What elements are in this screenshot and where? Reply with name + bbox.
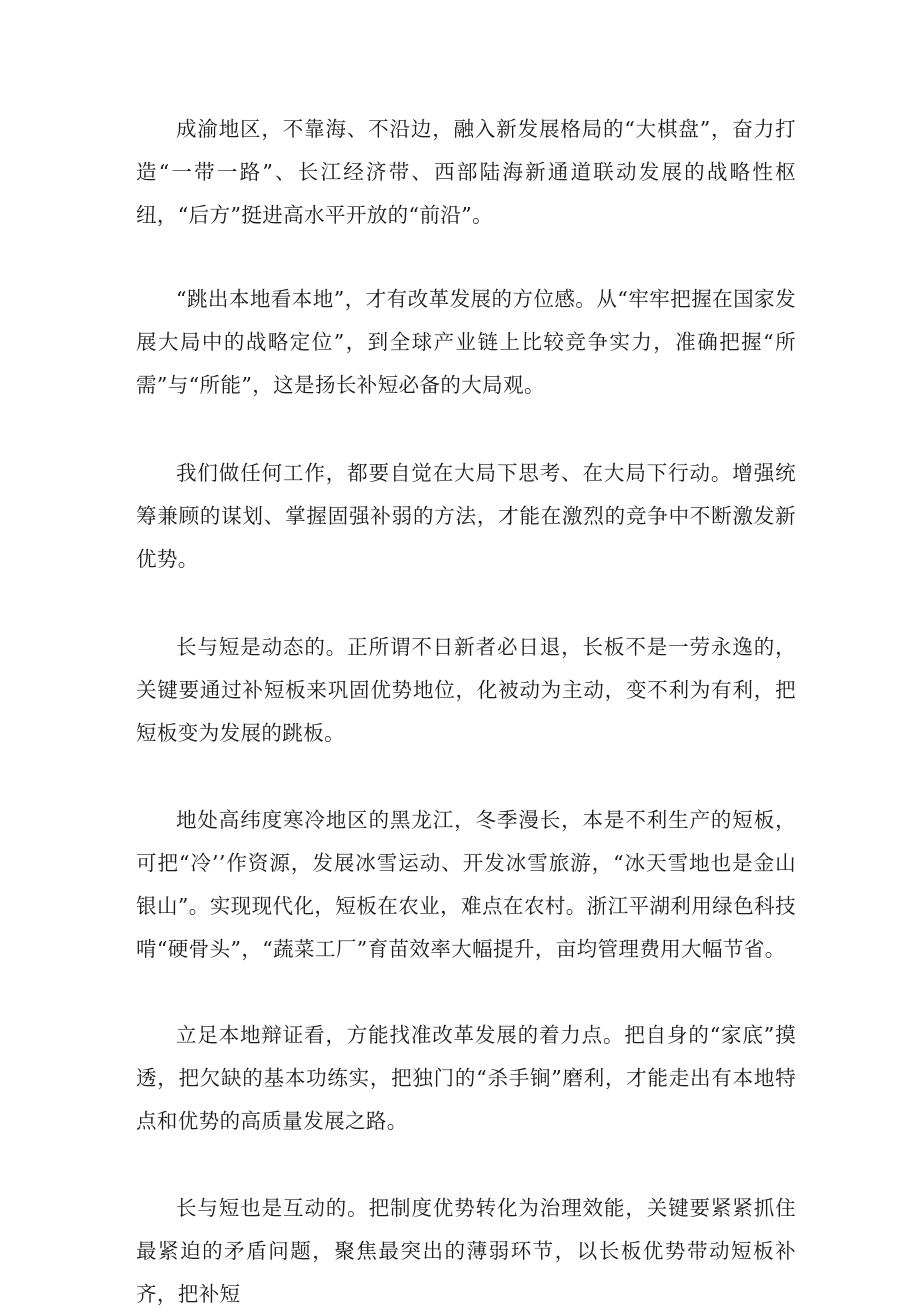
paragraph-6: 立足本地辩证看，方能找准改革发展的着力点。把自身的“家底”摸透，把欠缺的基本功练实，把独门的“杀手锏”磨利，才能走出有本地特点和优势的高质量发展之路。: [136, 1023, 796, 1133]
paragraph-3: 我们做任何工作，都要自觉在大局下思考、在大局下行动。增强统筹兼顾的谋划、掌握固强补弱的方法，才能在激烈的竞争中不断激发新优势。: [136, 461, 796, 571]
paragraph-7: 长与短也是互动的。把制度优势转化为治理效能，关键要紧紧抓住最紧迫的矛盾问题，聚焦最突出的薄弱环节，以长板优势带动短板补齐，把补短: [136, 1196, 796, 1306]
paragraph-4: 长与短是动态的。正所谓不日新者必日退，长板不是一劳永逸的，关键要通过补短板来巩固优势地位，化被动为主动，变不利为有利，把短板变为发展的跳板。: [136, 635, 796, 745]
paragraph-1: 成渝地区，不靠海、不沿边，融入新发展格局的“大棋盘”，奋力打造“一带一路”、长江经济带、西部陆海新通道联动发展的战略性枢纽，“后方”挺进高水平开放的“前沿”。: [136, 117, 796, 227]
paragraph-2: “跳出本地看本地”，才有改革发展的方位感。从“牢牢把握在国家发展大局中的战略定位”，到全球产业链上比较竞争实力，准确把握“所需”与“所能”，这是扬长补短必备的大局观。: [136, 287, 796, 397]
article-body: [136, 108, 796, 1316]
paragraph-5: 地处高纬度寒冷地区的黑龙江，冬季漫长，本是不利生产的短板，可把“冷’’作资源，发展冰雪运动、开发冰雪旅游，“冰天雪地也是金山银山”。实现现代化，短板在农业，难点在农村。浙江平湖利用绿色科技啃“硬骨头”，“蔬菜工厂”育苗效率大幅提升，亩均管理费用大幅节省。: [136, 808, 796, 961]
